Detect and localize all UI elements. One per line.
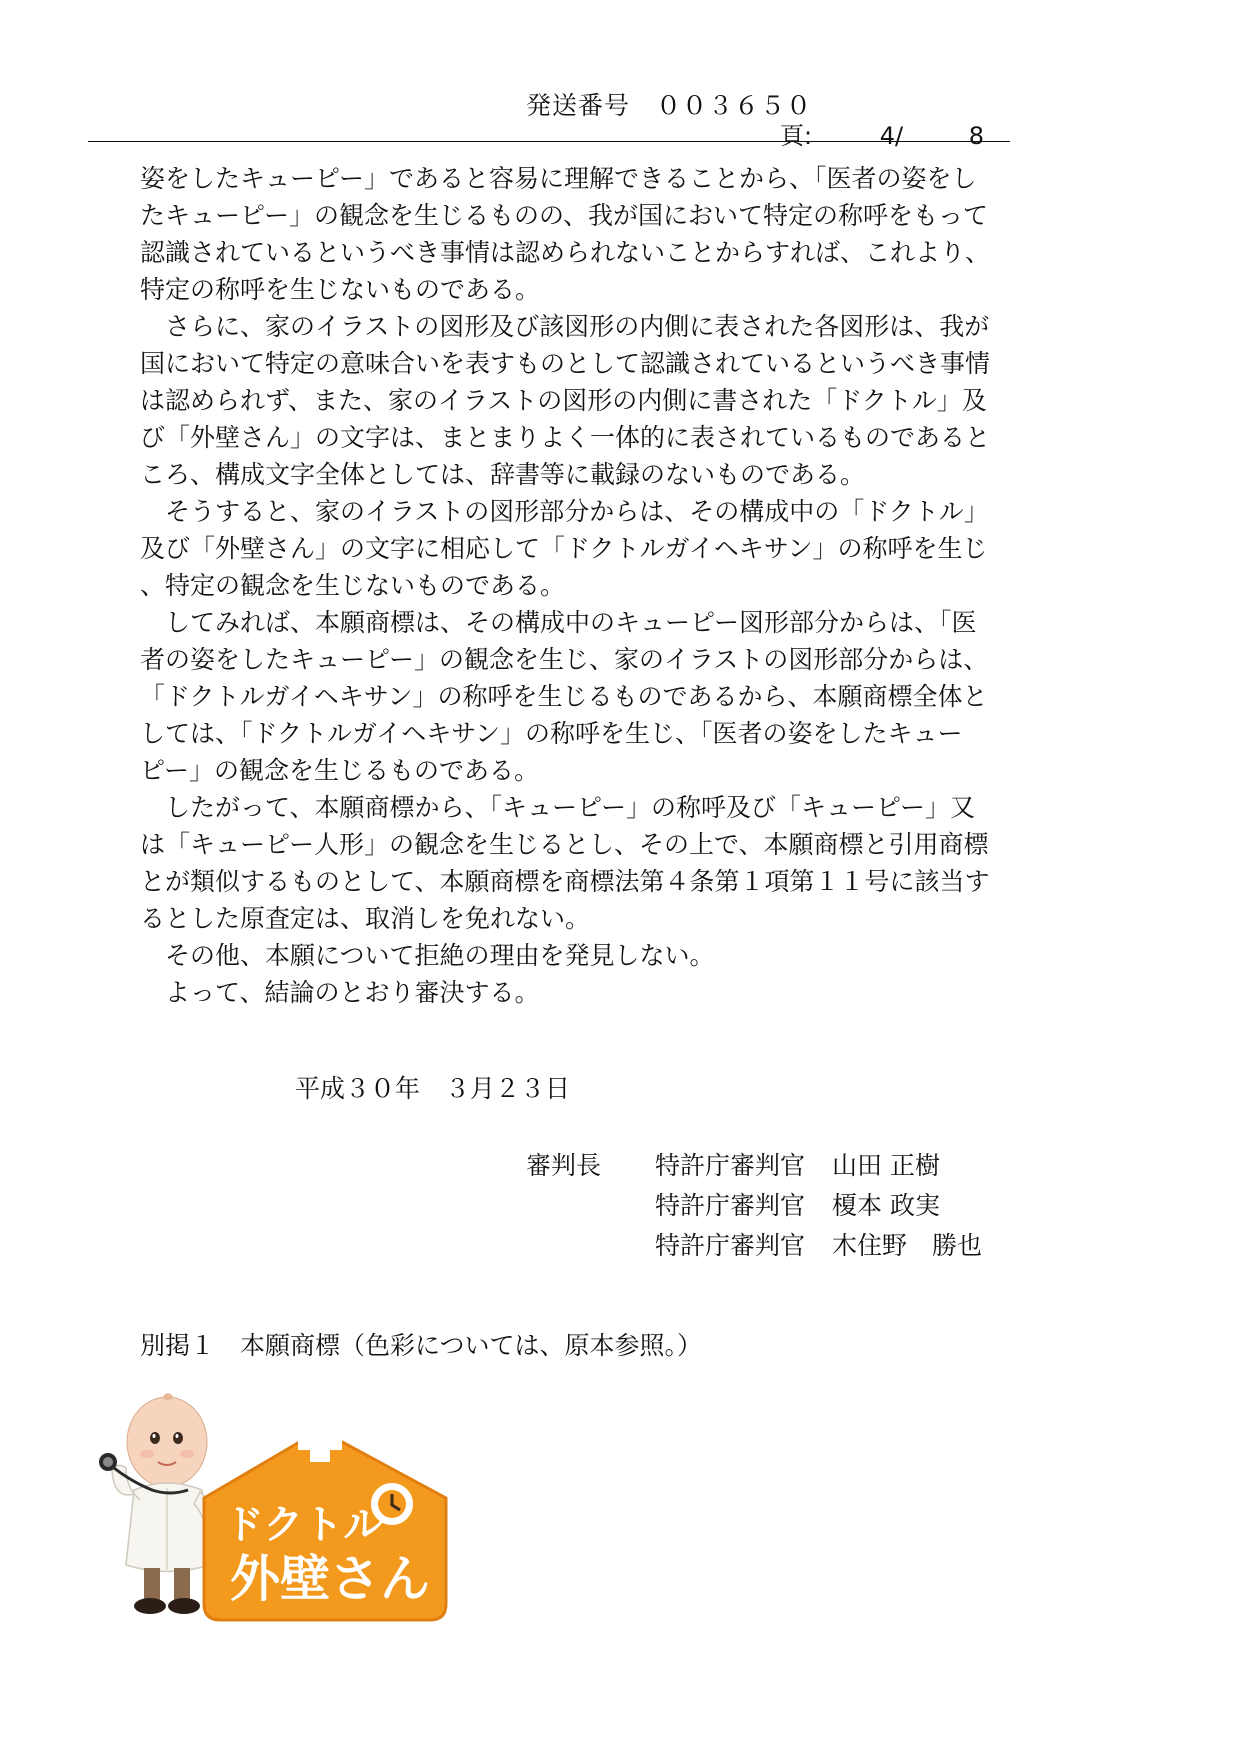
- body-line: は「キューピー人形」の観念を生じるとし、その上で、本願商標と引用商標: [140, 830, 989, 859]
- annex-caption: 別掲１ 本願商標（色彩については、原本参照。）: [140, 1331, 703, 1360]
- header-rule: [88, 141, 1010, 142]
- body-line: その他、本願について拒絶の理由を発見しない。: [140, 941, 715, 970]
- body-line: たキューピー」の観念を生じるものの、我が国において特定の称呼をもって: [140, 201, 989, 230]
- body-line: 者の姿をしたキューピー」の観念を生じ、家のイラストの図形部分からは、: [140, 645, 989, 674]
- judge-name: 木住野 勝也: [832, 1231, 983, 1260]
- body-line: 「ドクトルガイヘキサン」の称呼を生じるものであるから、本願商標全体と: [140, 682, 988, 711]
- page-label: 頁:: [780, 122, 813, 150]
- body-line: しては、「ドクトルガイヘキサン」の称呼を生じ、「医者の姿をしたキュー: [140, 719, 963, 748]
- body-line: は認められず、また、家のイラストの図形の内側に書された「ドクトル」及: [140, 386, 987, 415]
- body-line: してみれば、本願商標は、その構成中のキューピー図形部分からは、「医: [140, 608, 977, 637]
- body-line: さらに、家のイラストの図形及び該図形の内側に表された各図形は、我が: [140, 312, 990, 341]
- body-line: 、特定の観念を生じないものである。: [140, 571, 566, 600]
- body-line: 特定の称呼を生じないものである。: [140, 275, 541, 304]
- page-indicator: [780, 116, 984, 151]
- body-line: 姿をしたキューピー」であると容易に理解できることから、「医者の姿をし: [140, 164, 977, 193]
- body-line: そうすると、家のイラストの図形部分からは、その構成中の「ドクトル」: [140, 497, 989, 526]
- page-current: 4/: [879, 122, 904, 150]
- judge-title: 特許庁審判官: [655, 1191, 806, 1220]
- body-line: るとした原査定は、取消しを免れない。: [140, 904, 591, 933]
- dispatch-number: 発送番号 ００３６５０: [526, 91, 813, 120]
- body-line: 国において特定の意味合いを表すものとして認識されているというべき事情: [140, 349, 991, 378]
- judge-name: 山田 正樹: [832, 1151, 940, 1180]
- logo-line1: ドクトル: [224, 1503, 384, 1547]
- body-line: び「外壁さん」の文字は、まとまりよく一体的に表されているものであると: [140, 423, 991, 452]
- house-logo: [204, 1418, 446, 1620]
- body-line: よって、結論のとおり審決する。: [140, 978, 540, 1007]
- judge-title: 特許庁審判官: [655, 1231, 806, 1260]
- body-line: ピー」の観念を生じるものである。: [140, 756, 540, 785]
- chief-judge-label: 審判長: [526, 1151, 602, 1180]
- body-line: とが類似するものとして、本願商標を商標法第４条第１項第１１号に該当す: [140, 867, 990, 896]
- trademark-svg: [92, 1390, 462, 1630]
- page-total: 8: [968, 122, 985, 150]
- judge-title: 特許庁審判官: [655, 1151, 806, 1180]
- logo-line2: 外壁さん: [230, 1551, 430, 1607]
- body-line: 及び「外壁さん」の文字に相応して「ドクトルガイヘキサン」の称呼を生じ: [140, 534, 988, 563]
- judge-name: 榎本 政実: [832, 1191, 940, 1220]
- body-line: 認識されているというべき事情は認められないことからすれば、これより、: [140, 238, 991, 267]
- body-line: したがって、本願商標から、「キューピー」の称呼及び「キューピー」又: [140, 793, 976, 822]
- decision-date: 平成３０年 ３月２３日: [295, 1074, 571, 1103]
- kewpie-doctor-figure: [99, 1393, 217, 1614]
- trademark-image: [92, 1390, 462, 1630]
- body-line: ころ、構成文字全体としては、辞書等に載録のないものである。: [140, 460, 866, 489]
